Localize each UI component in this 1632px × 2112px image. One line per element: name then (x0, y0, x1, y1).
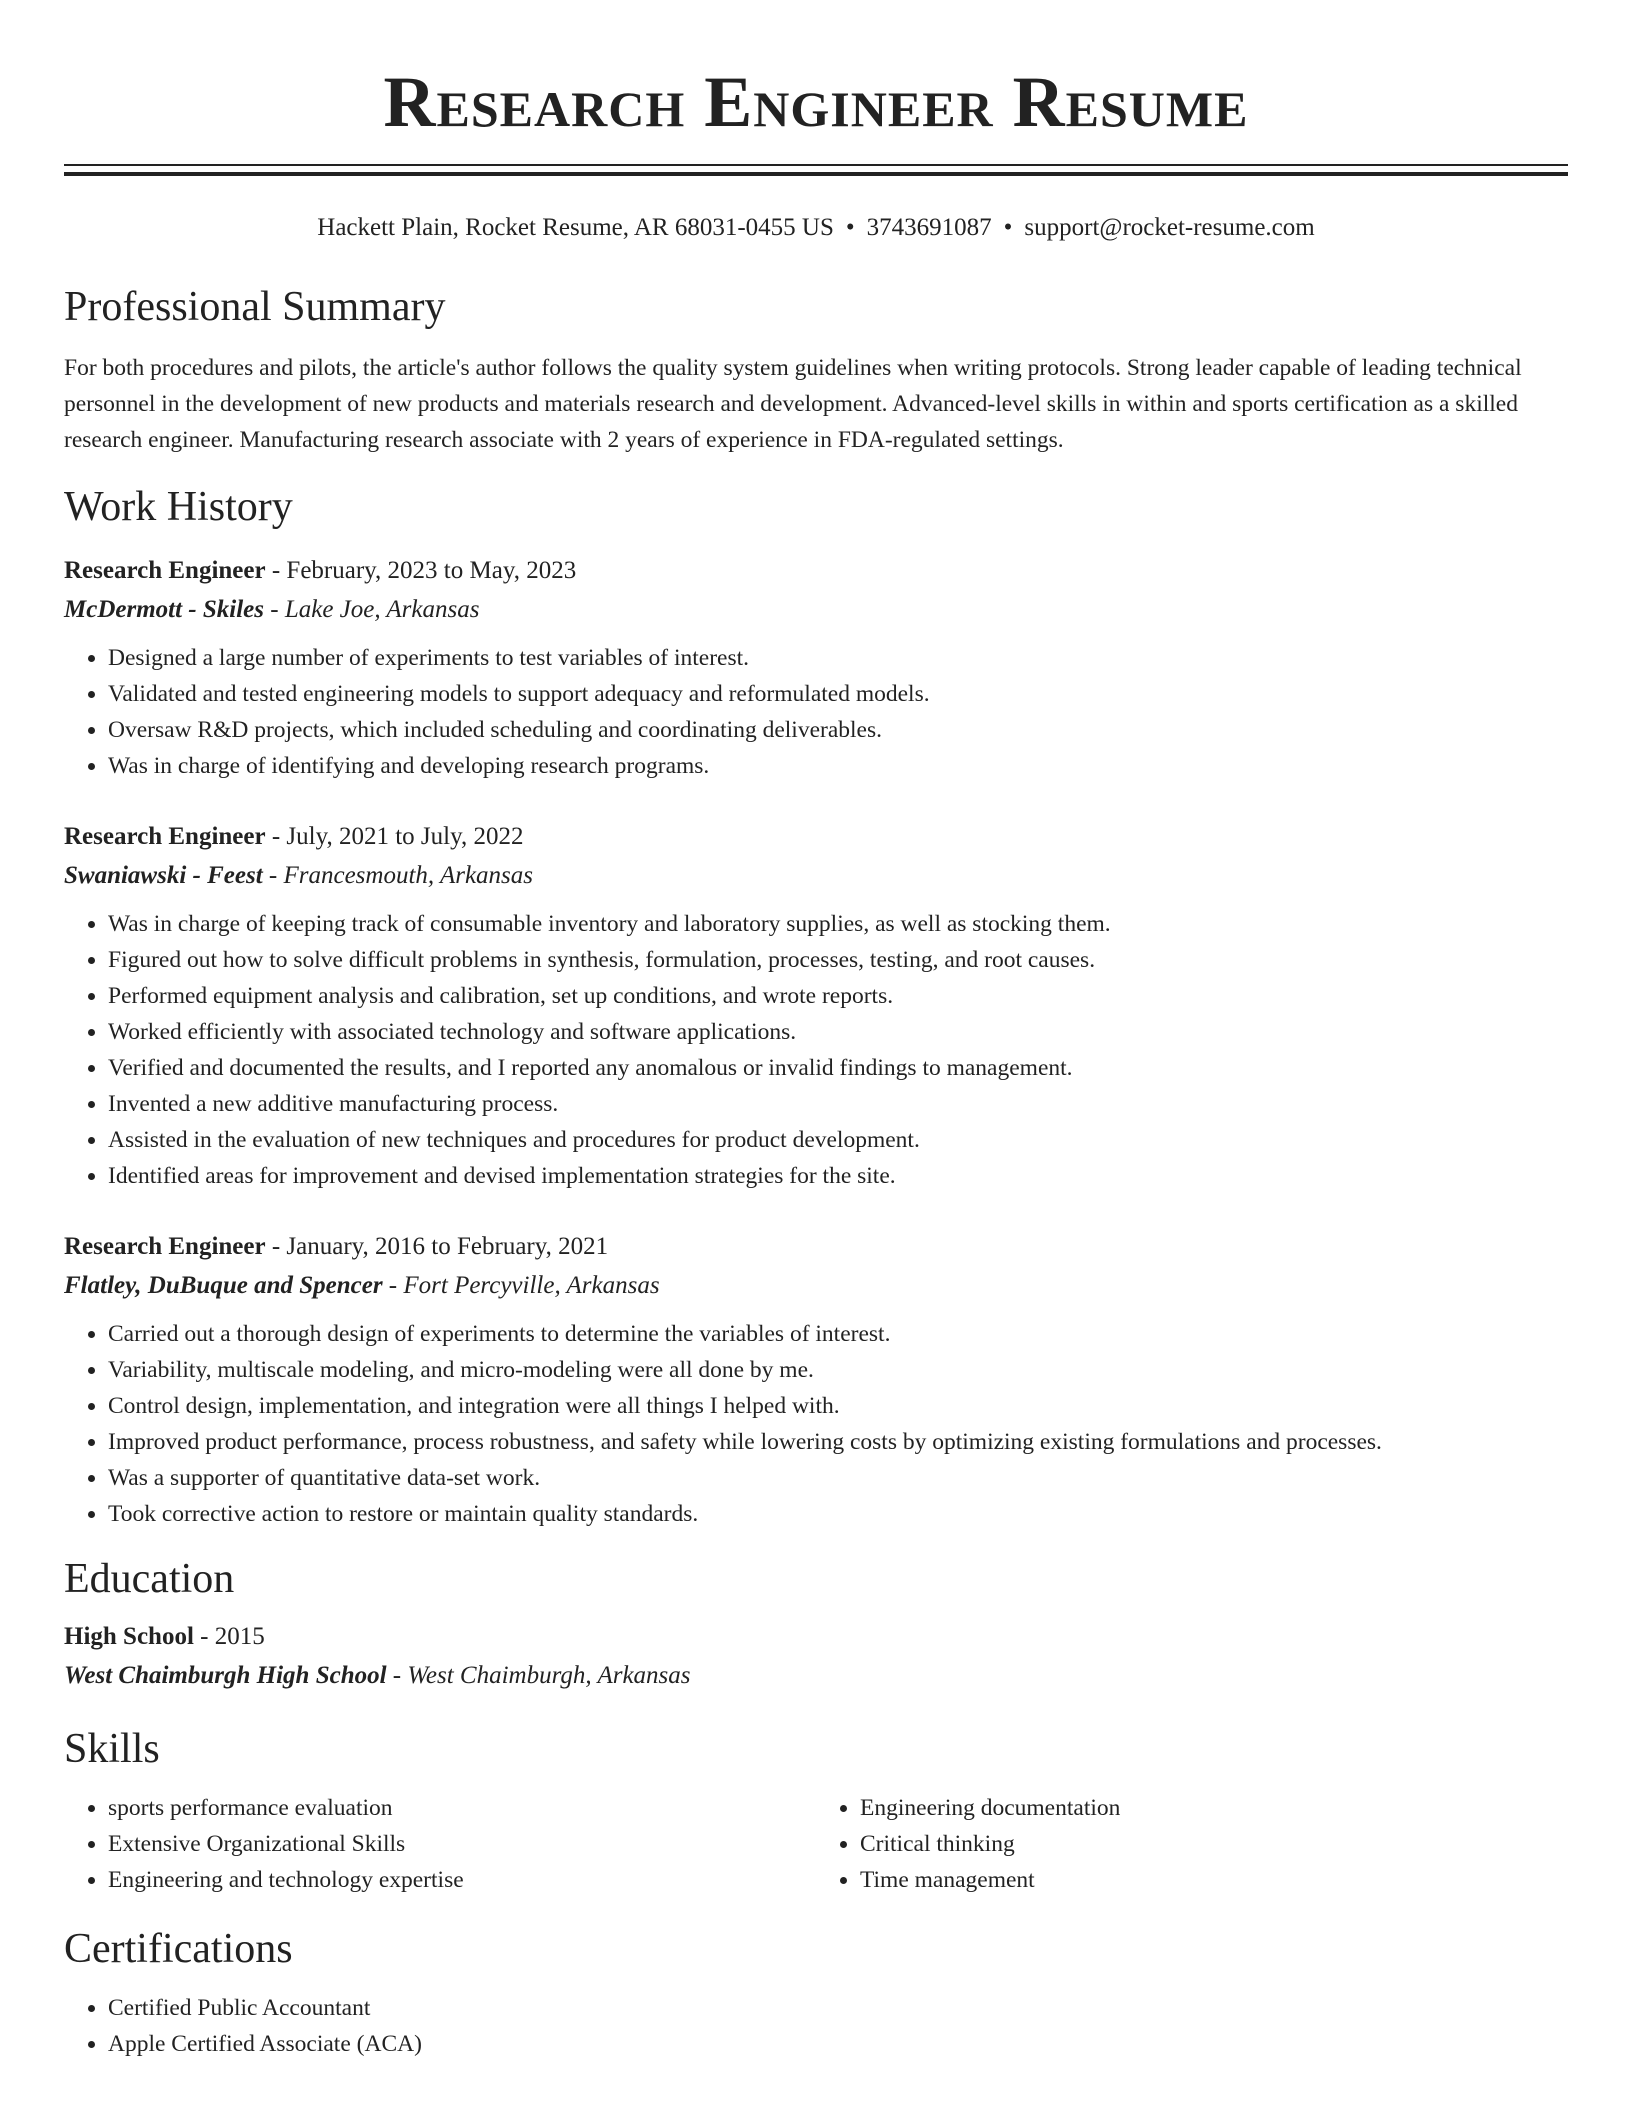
job-title: Research Engineer (64, 557, 266, 584)
list-item: • Certified Public Accountant (108, 1990, 1568, 2026)
job-company: McDermott - Skiles (64, 596, 264, 623)
list-item: • Was a supporter of quantitative data-set work. (108, 1460, 1568, 1496)
job-title: Research Engineer (64, 1233, 266, 1260)
section-heading-skills: Skills (64, 1726, 160, 1772)
skills-column-left (64, 1790, 816, 1898)
summary-text: For both procedures and pilots, the article's author follows the quality system guidelines when writing protocols. Strong leader capable of leading technical personnel in the development of new products and materials research and development. Advanced-level skills in within and sports certification as a skilled research engineer. Manufacturing research associate with 2 years of experience in FDA-regulated settings. (64, 355, 1522, 453)
education-degree: High School (64, 1623, 194, 1650)
list-item: • Validated and tested engineering models to support adequacy and reformulated models. (108, 676, 1568, 712)
job-dates: - February, 2023 to May, 2023 (265, 557, 577, 584)
list-item: • Carried out a thorough design of experiments to determine the variables of interest. (108, 1316, 1568, 1352)
contact-address: Hackett Plain, Rocket Resume, AR 68031-0455 US (317, 214, 834, 241)
list-item: • Identified areas for improvement and devised implementation strategies for the site. (108, 1158, 1568, 1194)
job-location: - Francesmouth, Arkansas (262, 862, 534, 889)
job-dates: - July, 2021 to July, 2022 (265, 823, 524, 850)
list-item: • Extensive Organizational Skills (108, 1826, 816, 1862)
contact-separator: • (1003, 214, 1013, 241)
education-location: - West Chaimburgh, Arkansas (386, 1662, 691, 1689)
list-item: • Verified and documented the results, and I reported any anomalous or invalid findings to management. (108, 1050, 1568, 1086)
certifications-items (64, 1990, 1568, 2062)
job-bullets (64, 1316, 1568, 1532)
list-item: • Took corrective action to restore or maintain quality standards. (108, 1496, 1568, 1532)
list-item: • Was in charge of keeping track of consumable inventory and laboratory supplies, as well as stocking them. (108, 906, 1568, 942)
list-item: • Oversaw R&D projects, which included scheduling and coordinating deliverables. (108, 712, 1568, 748)
job-location: - Lake Joe, Arkansas (264, 596, 480, 623)
section-heading-certifications: Certifications (64, 1926, 293, 1972)
education-year: - 2015 (193, 1623, 265, 1650)
job-title-line (64, 818, 1568, 856)
list-item: • Engineering documentation (860, 1790, 1568, 1826)
section-heading-work-history: Work History (64, 484, 293, 530)
job-title: Research Engineer (64, 823, 266, 850)
contact-email: support@rocket-resume.com (1024, 214, 1315, 241)
list-item: • Was in charge of identifying and developing research programs. (108, 748, 1568, 784)
section-heading-education: Education (64, 1556, 235, 1602)
education-school: West Chaimburgh High School (64, 1662, 387, 1689)
list-item: • sports performance evaluation (108, 1790, 816, 1826)
contact-phone: 3743691087 (866, 214, 992, 241)
list-item: • Worked efficiently with associated technology and software applications. (108, 1014, 1568, 1050)
education-school-line (64, 1656, 1568, 1696)
education-degree-line (64, 1618, 1568, 1656)
job-title-line (64, 552, 1568, 590)
list-item: • Performed equipment analysis and calibration, set up conditions, and wrote reports. (108, 978, 1568, 1014)
list-item: • Critical thinking (860, 1826, 1568, 1862)
section-heading-summary: Professional Summary (64, 284, 446, 330)
job-bullets (64, 906, 1568, 1194)
title-divider (64, 164, 1568, 176)
job-company-line (64, 856, 1568, 896)
job-bullets (64, 640, 1568, 784)
job-company-line (64, 590, 1568, 630)
job-title-line (64, 1228, 1568, 1266)
job-company-line (64, 1266, 1568, 1306)
education-entry (64, 1618, 1568, 1696)
list-item: • Engineering and technology expertise (108, 1862, 816, 1898)
page-title: Research Engineer Resume (383, 62, 1249, 142)
job-location: - Fort Percyville, Arkansas (382, 1272, 660, 1299)
list-item: • Time management (860, 1862, 1568, 1898)
contact-line (64, 212, 1568, 244)
job-entry (64, 818, 1568, 1194)
list-item: • Assisted in the evaluation of new techniques and procedures for product development. (108, 1122, 1568, 1158)
list-item: • Improved product performance, process robustness, and safety while lowering costs by optimizing existing formulations and processes. (108, 1424, 1568, 1460)
certifications-list (64, 1990, 1568, 2062)
job-entry (64, 1228, 1568, 1532)
list-item: • Control design, implementation, and integration were all things I helped with. (108, 1388, 1568, 1424)
job-dates: - January, 2016 to February, 2021 (265, 1233, 609, 1260)
job-company: Flatley, DuBuque and Spencer (64, 1272, 383, 1299)
skills-column-right (816, 1790, 1568, 1898)
skills-list (64, 1790, 1568, 1898)
list-item: • Invented a new additive manufacturing process. (108, 1086, 1568, 1122)
list-item: • Apple Certified Associate (ACA) (108, 2026, 1568, 2062)
job-entry (64, 552, 1568, 784)
list-item: • Variability, multiscale modeling, and micro-modeling were all done by me. (108, 1352, 1568, 1388)
list-item: • Figured out how to solve difficult problems in synthesis, formulation, processes, testing, and root causes. (108, 942, 1568, 978)
job-company: Swaniawski - Feest (64, 862, 263, 889)
contact-separator: • (845, 214, 855, 241)
list-item: • Designed a large number of experiments to test variables of interest. (108, 640, 1568, 676)
